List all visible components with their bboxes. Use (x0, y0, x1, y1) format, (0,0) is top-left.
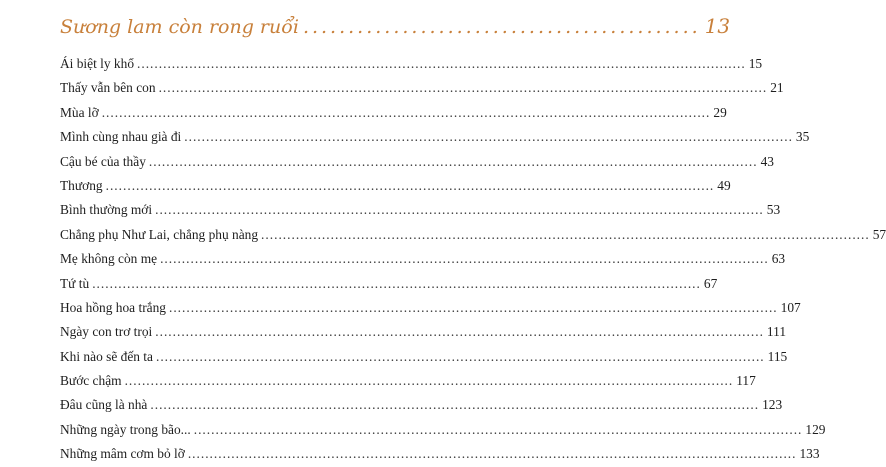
toc-entry (60, 52, 763, 76)
entry-page-number: 107 (780, 299, 801, 315)
toc-entry (60, 393, 783, 417)
entry-title: Tứ tù (60, 275, 90, 291)
entry-page-number: 115 (767, 348, 788, 364)
dot-leader: ............................................................................................................................................ (148, 153, 758, 169)
entry-page-number: 63 (771, 251, 786, 267)
entry-page-number: 15 (748, 56, 763, 71)
entry-page-number: 43 (760, 153, 774, 169)
dot-leader: ............................................................................................................................................ (124, 373, 734, 389)
entry-page-number: 53 (766, 202, 781, 218)
dot-leader: ............................................................................................................................................ (187, 446, 797, 462)
entry-title: Cậu bé của thầy (60, 153, 146, 169)
entry-title: Ngày con trơ trọi (60, 324, 153, 340)
toc-entry (60, 272, 718, 296)
entry-page-number: 49 (717, 177, 731, 193)
toc-entry (60, 296, 801, 320)
toc-entry (60, 320, 787, 344)
entry-title: Ái biệt ly khổ (60, 56, 135, 71)
dot-leader: ............................................................................................................................................ (155, 202, 764, 218)
dot-leader: ............................................................................................................................................ (150, 397, 760, 413)
entry-page-number: 67 (703, 275, 718, 291)
toc-entry (60, 223, 886, 247)
dot-leader: ............................................................................................................................................ (105, 177, 715, 193)
entry-title: Hoa hồng hoa trắng (60, 299, 166, 315)
dot-leader: ............................................................................................................................................ (137, 56, 746, 71)
dot-leader: ............................................................................................................................................ (193, 421, 803, 437)
dot-leader: ............................................................................................................................................ (184, 129, 793, 145)
entry-title: Mẹ không còn mẹ (60, 251, 158, 267)
entry-page-number: 35 (795, 129, 810, 145)
dot-leader: ............................................................................................................................................ (160, 251, 769, 267)
toc-entry (60, 101, 727, 125)
entry-page-number: 117 (736, 373, 756, 389)
entry-page-number: 133 (799, 446, 820, 462)
dot-leader: ............................................................................................................................................ (92, 275, 701, 291)
entry-title: Mùa lỡ (60, 104, 99, 120)
entry-title: Bước chậm (60, 373, 122, 389)
section-title: Sương lam còn rong ruổi (60, 16, 299, 38)
entry-page-number: 29 (713, 104, 727, 120)
toc-entry (60, 345, 788, 369)
entry-page-number: 129 (805, 421, 826, 437)
toc-entry (60, 247, 786, 271)
dot-leader: ............................................................................................................................................ (158, 80, 768, 96)
dot-leader: ............................................................................................................................................ (101, 104, 711, 120)
toc-list (60, 52, 886, 467)
toc-entry (60, 442, 820, 466)
dot-leader: ............................................................................................................................................ (261, 226, 870, 242)
entry-title: Khi nào sẽ đến ta (60, 348, 153, 364)
entry-title: Mình cùng nhau già đi (60, 129, 182, 145)
toc-entry (60, 198, 781, 222)
toc-entry (60, 125, 810, 149)
toc-entry (60, 150, 774, 174)
entry-title: Đâu cũng là nhà (60, 397, 148, 413)
section-header (60, 14, 731, 44)
toc-entry (60, 76, 784, 100)
entry-title: Thấy vẫn bên con (60, 80, 156, 96)
toc-entry (60, 174, 731, 198)
entry-page-number: 21 (770, 80, 784, 96)
entry-title: Thương (60, 177, 103, 193)
dot-leader: ............................................................................................................................................ (155, 324, 764, 340)
toc-entry (60, 418, 826, 442)
dot-leader: ............................................................................................................................................ (168, 299, 778, 315)
entry-title: Bình thường mới (60, 202, 153, 218)
dot-leader: ............................................................................................................................................ (155, 348, 765, 364)
entry-title: Những mâm cơm bỏ lỡ (60, 446, 185, 462)
entry-title: Chẳng phụ Như Lai, chẳng phụ nàng (60, 226, 259, 242)
toc-entry (60, 369, 756, 393)
entry-page-number: 57 (872, 226, 886, 242)
entry-title: Những ngày trong bão... (60, 421, 191, 437)
entry-page-number: 111 (766, 324, 787, 340)
entry-page-number: 123 (762, 397, 783, 413)
section-dot-leader: ............................................ (302, 16, 701, 38)
section-page-number: 13 (704, 14, 731, 38)
